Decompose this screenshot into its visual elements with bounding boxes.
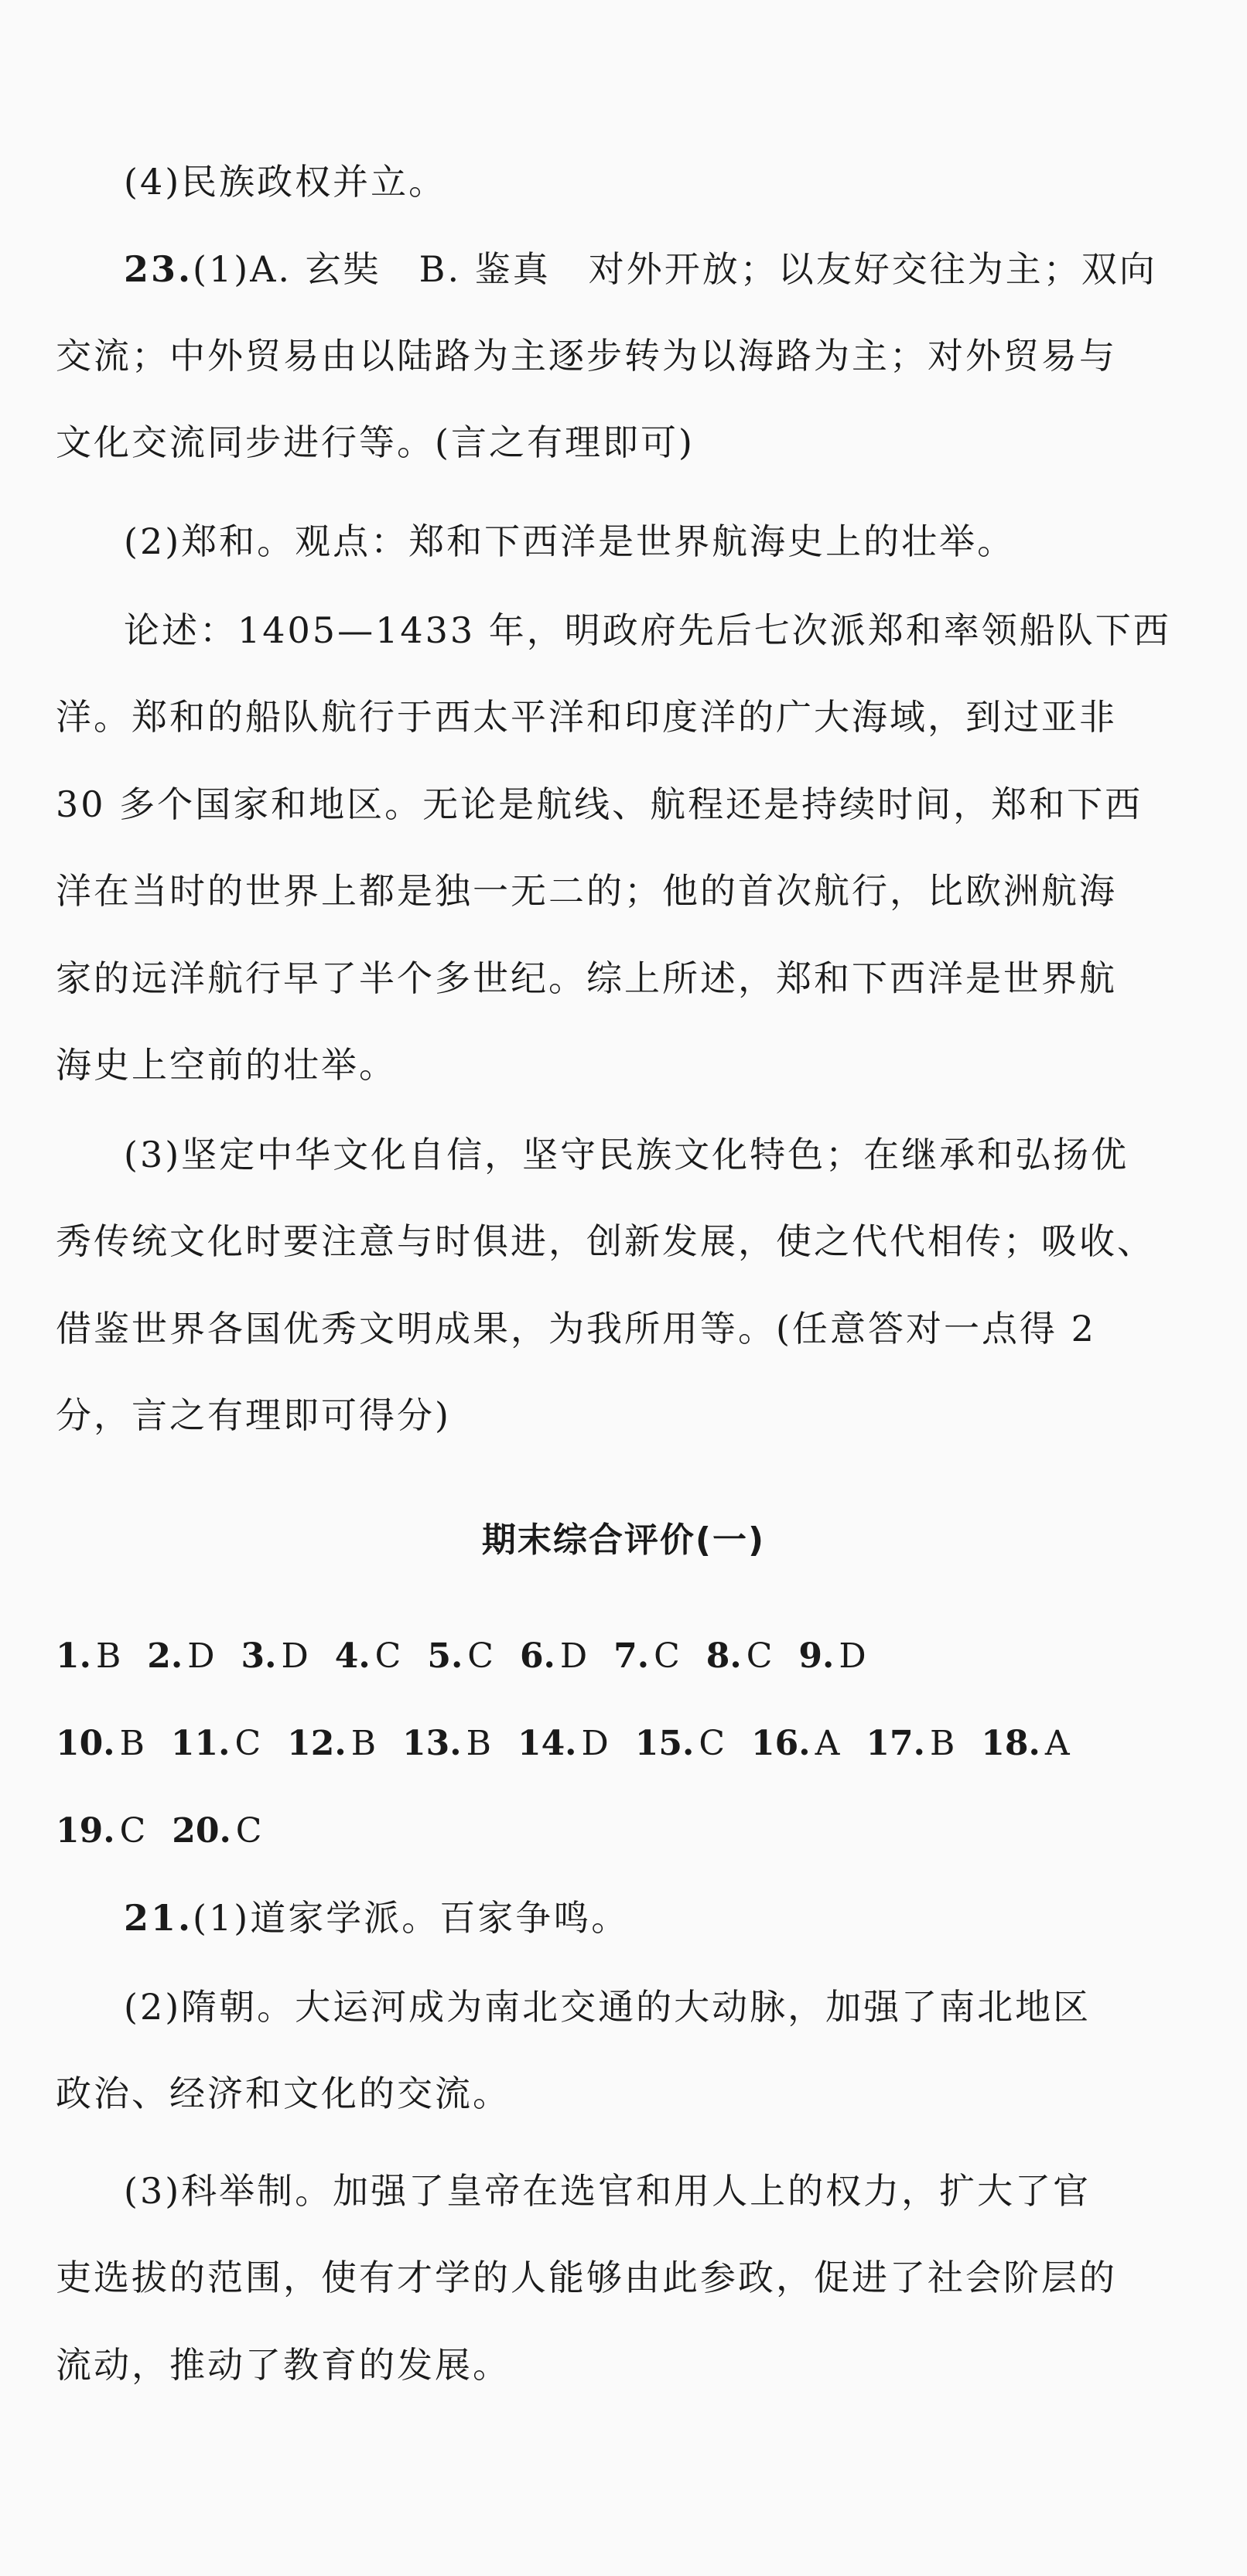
text: 分，言之有理即可得分) — [56, 1394, 451, 1436]
answer-choice: A — [1044, 1724, 1070, 1763]
answer-choice: B — [95, 1636, 121, 1676]
question-23-part-3 — [56, 1218, 1185, 1264]
answer-choice: C — [654, 1636, 680, 1676]
question-23-part-2 — [124, 518, 1185, 565]
text: 家的远洋航行早了半个多世纪。综上所述，郑和下西洋是世界航 — [56, 957, 1117, 999]
text: 交流；中外贸易由以陆路为主逐步转为以海路为主；对外贸易与 — [56, 335, 1117, 377]
text: 洋在当时的世界上都是独一无二的；他的首次航行，比欧洲航海 — [56, 870, 1117, 912]
text: (3)科举制。加强了皇帝在选官和用人上的权力，扩大了官 — [124, 2170, 1092, 2212]
question-21-part-3 — [56, 2254, 1185, 2301]
answer-number: 16. — [751, 1724, 811, 1763]
question-23-part-3 — [56, 1305, 1185, 1352]
answer-number: 1. — [56, 1636, 91, 1676]
argument-line — [56, 955, 1185, 1001]
text: 30 多个国家和地区。无论是航线、航程还是持续时间，郑和下西 — [56, 783, 1143, 825]
text: 政治、经济和文化的交流。 — [56, 2073, 511, 2114]
text: (1)道家学派。百家争鸣。 — [193, 1897, 630, 1939]
answer-item — [518, 1721, 609, 1767]
answer-number: 14. — [517, 1724, 577, 1763]
question-21-part-2 — [56, 2070, 1185, 2117]
answer-row — [56, 1721, 1096, 1767]
answer-item — [171, 1721, 261, 1767]
answer-number: 17. — [866, 1724, 925, 1763]
question-23-line-3 — [56, 419, 1185, 466]
text: (4)民族政权并立。 — [124, 161, 447, 203]
text: (1)A. 玄奘 B. 鉴真 对外开放；以友好交往为主；双向 — [193, 248, 1157, 290]
paragraph-line — [124, 159, 1185, 205]
text: 秀传统文化时要注意与时俱进，创新发展，使之代代相传；吸收、 — [56, 1220, 1155, 1262]
text: 吏选拔的范围，使有才学的人能够由此参政，促进了社会阶层的 — [56, 2257, 1117, 2298]
section-title: 期末综合评价(一) — [481, 1520, 766, 1560]
answer-number: 12. — [287, 1724, 347, 1763]
answer-row — [56, 1633, 893, 1680]
answer-item — [866, 1721, 955, 1767]
answer-choice: B — [466, 1724, 491, 1763]
answer-item — [56, 1721, 145, 1767]
question-number: 23. — [124, 248, 193, 290]
text: 借鉴世界各国优秀文明成果，为我所用等。(任意答对一点得 2 — [56, 1308, 1096, 1349]
text: (2)隋朝。大运河成为南北交通的大动脉，加强了南北地区 — [124, 1986, 1092, 2028]
text: (3)坚定中华文化自信，坚守民族文化特色；在继承和弘扬优 — [124, 1134, 1129, 1175]
answer-number: 3. — [241, 1636, 277, 1676]
answer-number: 6. — [519, 1636, 555, 1676]
answer-choice: C — [699, 1724, 726, 1763]
answer-number: 5. — [427, 1636, 463, 1676]
question-21-line-1 — [124, 1895, 1185, 1941]
answer-choice: D — [281, 1636, 309, 1676]
answer-choice: B — [350, 1724, 377, 1763]
answer-choice: C — [234, 1724, 261, 1763]
answer-number: 13. — [402, 1724, 462, 1763]
argument-line — [56, 781, 1185, 827]
answer-item — [613, 1633, 680, 1680]
answer-number: 4. — [334, 1636, 371, 1676]
answer-number: 9. — [798, 1636, 835, 1676]
answer-choice: B — [119, 1724, 145, 1763]
answer-item — [147, 1633, 214, 1680]
argument-line — [124, 607, 1185, 653]
answer-item — [241, 1633, 309, 1680]
answer-number: 10. — [56, 1724, 115, 1763]
text: 洋。郑和的船队航行于西太平洋和印度洋的广大海域，到过亚非 — [56, 696, 1117, 738]
answer-choice: D — [187, 1636, 215, 1676]
answer-choice: D — [559, 1636, 588, 1676]
answer-item — [56, 1633, 121, 1680]
text: 文化交流同步进行等。(言之有理即可) — [56, 421, 695, 463]
answer-number: 2. — [147, 1636, 183, 1676]
answer-number: 8. — [705, 1636, 742, 1676]
text: 海史上空前的壮举。 — [56, 1044, 397, 1086]
question-23-line-1 — [124, 246, 1185, 292]
question-number: 21. — [124, 1897, 193, 1939]
answer-item — [798, 1633, 866, 1680]
argument-line — [56, 1042, 1185, 1088]
answer-item — [981, 1721, 1069, 1767]
answer-number: 7. — [613, 1636, 650, 1676]
answer-item — [635, 1721, 725, 1767]
question-21-part-3 — [56, 2342, 1185, 2388]
answer-choice: C — [467, 1636, 494, 1676]
answer-number: 11. — [170, 1724, 231, 1763]
answer-choice: D — [839, 1636, 866, 1676]
argument-line — [56, 694, 1185, 740]
answer-item — [402, 1721, 491, 1767]
question-23-part-3 — [124, 1131, 1185, 1178]
argument-line — [56, 868, 1185, 914]
answer-row — [56, 1808, 288, 1854]
answer-choice: C — [119, 1811, 146, 1851]
answer-choice: C — [746, 1636, 773, 1676]
answer-choice: C — [235, 1811, 262, 1851]
answer-item — [287, 1721, 376, 1767]
answer-item — [427, 1633, 494, 1680]
answer-choice: B — [929, 1724, 955, 1763]
question-21-part-3 — [124, 2168, 1185, 2214]
answer-item — [520, 1633, 587, 1680]
answer-number: 20. — [172, 1811, 231, 1851]
answer-item — [751, 1721, 839, 1767]
answer-item — [706, 1633, 773, 1680]
text: 论述：1405—1433 年，明政府先后七次派郑和率领船队下西 — [124, 609, 1171, 651]
answer-item — [172, 1808, 261, 1854]
question-21-part-2 — [124, 1984, 1185, 2030]
question-23-line-2 — [56, 333, 1185, 379]
answer-number: 15. — [634, 1724, 695, 1763]
answer-choice: A — [815, 1724, 840, 1763]
answer-number: 18. — [981, 1724, 1040, 1763]
answer-choice: D — [581, 1724, 609, 1763]
answer-number: 19. — [56, 1811, 115, 1851]
text: 流动，推动了教育的发展。 — [56, 2344, 511, 2386]
answer-choice: C — [374, 1636, 401, 1676]
question-23-part-3 — [56, 1392, 1185, 1438]
answer-item — [335, 1633, 401, 1680]
answer-item — [56, 1808, 145, 1854]
text: (2)郑和。观点：郑和下西洋是世界航海史上的壮举。 — [124, 520, 1016, 562]
